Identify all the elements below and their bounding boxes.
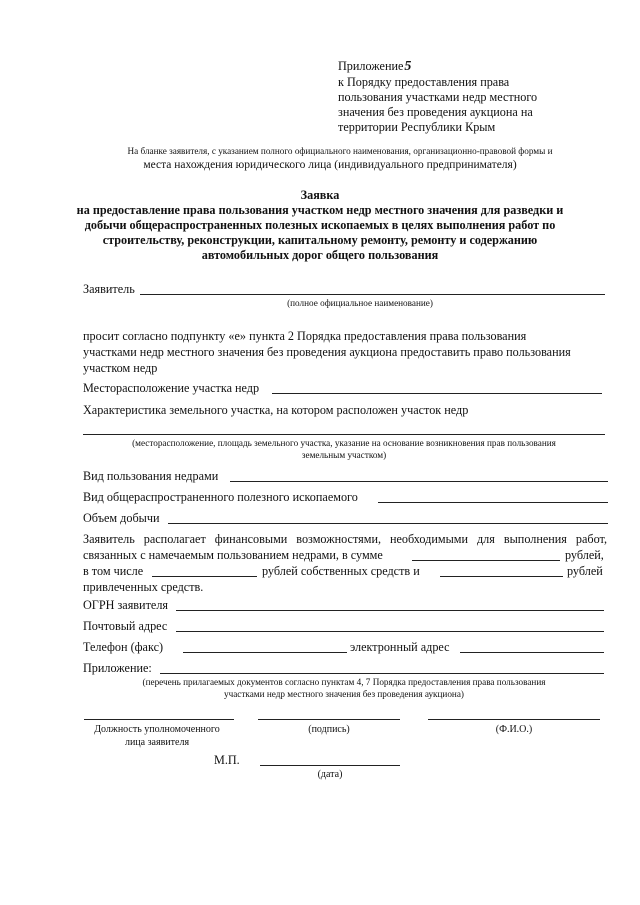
position-caption-1: Должность уполномоченного <box>94 724 220 735</box>
request-line-3: участком недр <box>83 361 158 375</box>
sign-caption: (подпись) <box>308 724 350 735</box>
applicant-caption: (полное официальное наименование) <box>287 298 433 308</box>
land-caption-2: земельным участком) <box>301 450 387 460</box>
mineral-label: Вид общераспространенного полезного ископаемого <box>83 490 358 504</box>
attachment-caption-1: (перечень прилагаемых документов согласно пунктам 4, 7 Порядка предоставления права пользования <box>142 677 546 687</box>
name-field-line <box>428 719 600 720</box>
title-line-3: строительству, реконструкции, капитальному ремонту, ремонту и содержанию <box>102 233 538 247</box>
appendix-line-3: значения без проведения аукциона на <box>338 105 533 119</box>
appendix-number: 5 <box>404 59 412 74</box>
finance-own-field-line <box>152 576 257 577</box>
phone-label: Телефон (факс) <box>83 640 164 654</box>
attachment-label: Приложение: <box>83 661 152 675</box>
postal-label: Почтовый адрес <box>83 619 168 633</box>
ogrn-field-line <box>176 610 604 611</box>
use-type-label: Вид пользования недрами <box>83 469 219 483</box>
date-field-line <box>260 765 400 766</box>
applicant-label: Заявитель <box>83 282 135 296</box>
phone-field-line <box>183 652 347 653</box>
finance-line-3a: в том числе <box>83 564 144 578</box>
finance-line-3b: рублей собственных средств и <box>262 564 420 578</box>
blank-note-line-1: На бланке заявителя, с указанием полного официального наименования, организационно-правовой формы и <box>127 146 553 156</box>
appendix-line-1: к Порядку предоставления права <box>338 75 510 89</box>
appendix-label: Приложение5 <box>338 59 412 74</box>
title-line-4: автомобильных дорог общего пользования <box>201 248 439 262</box>
finance-line-1: Заявитель располагает финансовыми возможностями, необходимыми для выполнения работ, <box>83 532 607 546</box>
email-field-line <box>460 652 604 653</box>
volume-label: Объем добычи <box>83 511 160 525</box>
volume-field-line <box>168 523 608 524</box>
use-type-field-line <box>230 481 608 482</box>
location-field-line <box>272 393 602 394</box>
name-caption: (Ф.И.О.) <box>495 724 533 735</box>
finance-borrowed-field-line <box>440 576 563 577</box>
finance-line-3c: рублей <box>567 564 603 578</box>
date-caption: (дата) <box>317 769 343 780</box>
request-line-2: участками недр местного значения без проведения аукциона предоставить право пользования <box>83 345 571 359</box>
appendix-line-4: территории Республики Крым <box>338 120 496 134</box>
title-line-2: добычи общераспространенных полезных ископаемых в целях выполнения работ по <box>84 218 556 232</box>
finance-line-2b: рублей, <box>565 548 604 562</box>
attachment-caption-2: участками недр местного значения без проведения аукциона) <box>224 689 464 699</box>
sign-field-line <box>258 719 400 720</box>
postal-field-line <box>176 631 604 632</box>
position-caption-2: лица заявителя <box>124 737 190 748</box>
attachment-field-line <box>160 673 604 674</box>
title-main: Заявка <box>300 188 340 202</box>
location-label: Месторасположение участка недр <box>83 381 260 395</box>
land-caption-1: (месторасположение, площадь земельного участка, указание на основание возникновения прав пользования <box>132 438 556 448</box>
land-label: Характеристика земельного участка, на котором расположен участок недр <box>83 403 469 417</box>
title-line-1: на предоставление права пользования участком недр местного значения для разведки и <box>76 203 564 217</box>
finance-line-2a: связанных с намечаемым пользованием недрами, в сумме <box>83 548 383 562</box>
appendix-line-2: пользования участками недр местного <box>338 90 538 104</box>
blank-note-line-2: места нахождения юридического лица (индивидуального предпринимателя) <box>143 159 517 171</box>
position-field-line <box>84 719 234 720</box>
land-field-line <box>83 434 605 435</box>
finance-sum-field-line <box>412 560 560 561</box>
email-label: электронный адрес <box>350 640 450 654</box>
stamp-label: М.П. <box>214 753 240 767</box>
finance-line-4: привлеченных средств. <box>83 580 204 594</box>
request-line-1: просит согласно подпункту «е» пункта 2 Порядка предоставления права пользования <box>83 329 527 343</box>
applicant-field-line <box>140 294 605 295</box>
ogrn-label: ОГРН заявителя <box>83 598 169 612</box>
mineral-field-line <box>378 502 608 503</box>
